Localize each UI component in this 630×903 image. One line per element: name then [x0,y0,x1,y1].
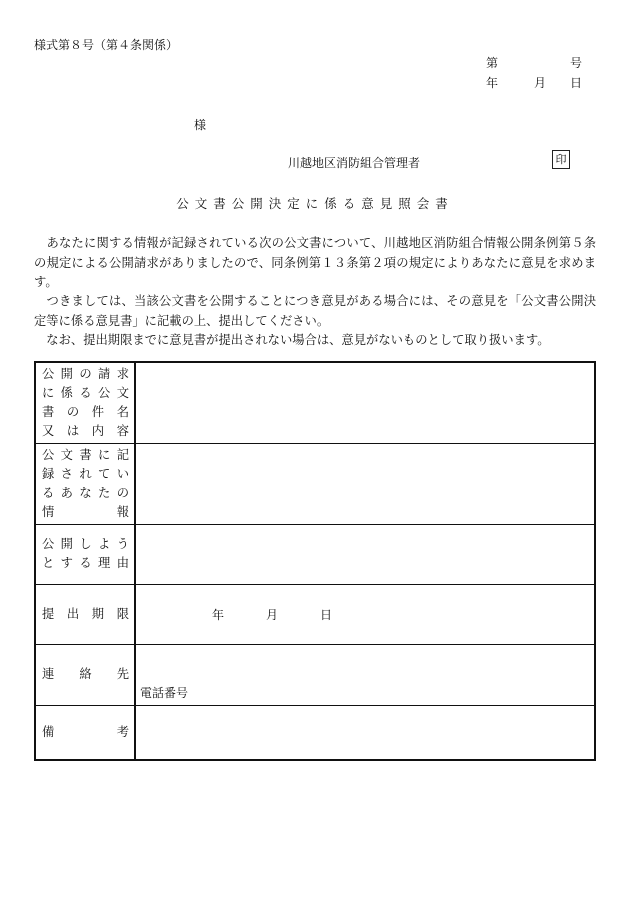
label-deadline [35,584,135,644]
form-number: 様式第８号（第４条関係） [34,38,179,52]
body-paragraph-3: なお、提出期限までに意見書が提出されない場合は、意見がないものとして取り扱います。 [34,333,550,347]
field-contact[interactable] [135,644,595,705]
addressee-suffix: 様 [194,118,207,132]
deadline-day: 日 [320,608,333,622]
label-line: 提出期限 [42,606,129,621]
row-remarks [35,705,595,760]
row-contact [35,644,595,705]
label-line: 備考 [42,724,129,739]
label-line: 公開しよう [42,537,129,551]
label-line: るあなたの [42,485,129,500]
form-table [34,361,596,761]
label-line: 書の件名 [42,404,129,419]
row-deadline [35,584,595,644]
body-paragraph-2: つきましては、当該公文書を公開することにつき意見がある場合には、その意見を「公文書公開決定等に係る意見書」に記載の上、提出してください。 [34,294,596,328]
field-request-subject[interactable] [135,362,595,443]
label-line: とする理由 [42,556,129,570]
doc-number-go: 号 [570,56,583,70]
phone-label: 電話番号 [140,685,189,700]
field-deadline[interactable] [135,584,595,644]
label-contact [35,644,135,705]
label-disclosure-reason [35,524,135,584]
date-month: 月 [534,76,547,90]
field-recorded-info[interactable] [135,443,595,524]
row-disclosure-reason [35,524,595,584]
label-line: 公開の請求 [42,366,129,381]
label-remarks [35,705,135,760]
field-remarks[interactable] [135,705,595,760]
label-line: に係る公文 [42,385,129,400]
body-paragraph-1: あなたに関する情報が記録されている次の公文書について、川越地区消防組合情報公開条例第５条の規定による公開請求がありましたので、同条例第１３条第２項の規定によりあなたに意見を求めます。 [34,236,596,289]
label-request-subject [35,362,135,443]
document-title: 公文書公開決定に係る意見照会書 [176,196,454,211]
field-disclosure-reason[interactable] [135,524,595,584]
deadline-year: 年 [212,608,225,622]
label-line: 連絡先 [42,667,129,681]
sender-name: 川越地区消防組合管理者 [288,156,421,170]
row-recorded-info [35,443,595,524]
label-recorded-info [35,443,135,524]
date-day: 日 [570,76,583,90]
seal-stamp: 印 [552,150,570,169]
label-line: 又は内容 [42,423,129,438]
date-year: 年 [486,76,499,90]
doc-number-dai: 第 [486,56,499,70]
label-line: 録されてい [42,466,129,481]
label-line: 情報 [42,504,129,519]
row-request-subject [35,362,595,443]
deadline-month: 月 [266,608,279,622]
label-line: 公文書に記 [42,447,129,462]
